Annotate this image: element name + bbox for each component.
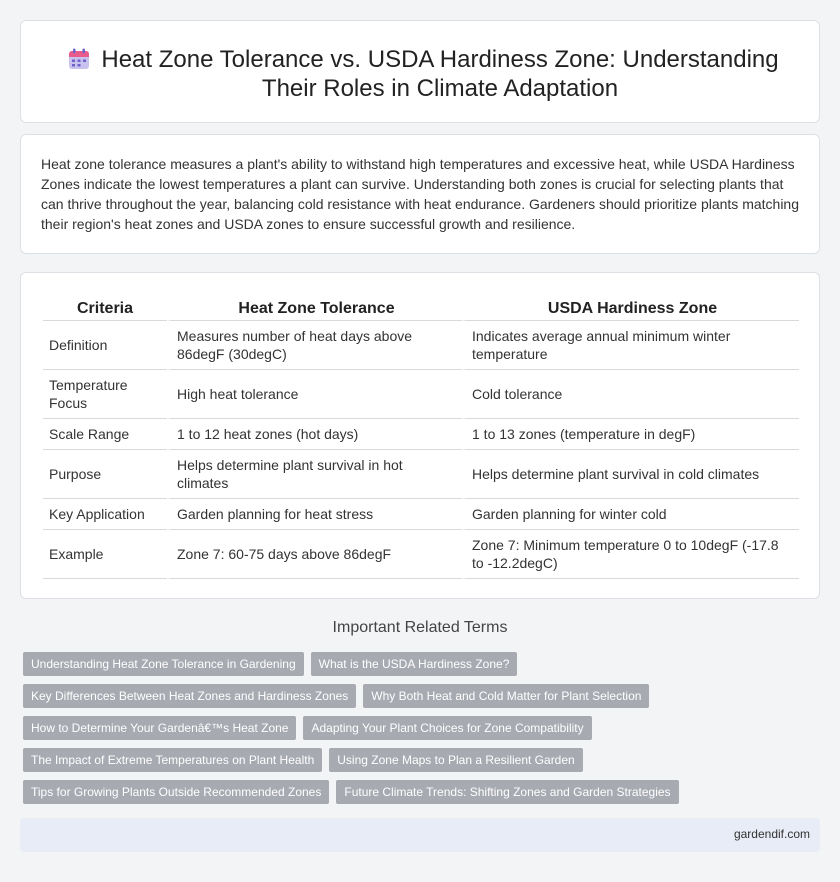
related-terms-row (23, 716, 592, 740)
criteria-cell: Temperature Focus (43, 370, 167, 419)
page-title: Heat Zone Tolerance vs. USDA Hardiness Zone: Understanding Their Roles in Climate Adaptation (101, 46, 779, 102)
intro-card (20, 134, 820, 254)
heat-zone-cell: Measures number of heat days above 86degF (30degC) (167, 321, 462, 370)
table-row (43, 499, 799, 530)
heat-zone-cell: High heat tolerance (167, 370, 462, 419)
related-term-tag[interactable]: Future Climate Trends: Shifting Zones and Garden Strategies (336, 780, 678, 804)
table-row (43, 370, 799, 419)
usda-zone-cell: Helps determine plant survival in cold climates (462, 450, 799, 499)
heat-zone-cell: 1 to 12 heat zones (hot days) (167, 419, 462, 450)
usda-zone-cell: Garden planning for winter cold (462, 499, 799, 530)
table-row (43, 321, 799, 370)
related-term-tag[interactable]: What is the USDA Hardiness Zone? (311, 652, 518, 676)
comparison-table (43, 293, 799, 579)
related-term-tag[interactable]: Using Zone Maps to Plan a Resilient Garden (329, 748, 582, 772)
related-terms-row (23, 780, 679, 804)
criteria-cell: Purpose (43, 450, 167, 499)
column-header-criteria: Criteria (43, 293, 167, 321)
page-title-wrap (21, 45, 819, 103)
usda-zone-cell: Zone 7: Minimum temperature 0 to 10degF (-17.8 to -12.2degC) (462, 530, 799, 579)
heat-zone-cell: Garden planning for heat stress (167, 499, 462, 530)
table-row (43, 530, 799, 579)
comparison-table-card (20, 272, 820, 599)
related-term-tag[interactable]: Why Both Heat and Cold Matter for Plant Selection (363, 684, 649, 708)
footer-bar (20, 818, 820, 852)
heat-zone-cell: Helps determine plant survival in hot climates (167, 450, 462, 499)
related-terms-heading: Important Related Terms (332, 619, 508, 636)
usda-zone-cell: Indicates average annual minimum winter temperature (462, 321, 799, 370)
criteria-cell: Key Application (43, 499, 167, 530)
column-header-heat-zone: Heat Zone Tolerance (167, 293, 462, 321)
related-term-tag[interactable]: Adapting Your Plant Choices for Zone Compatibility (303, 716, 591, 740)
related-terms-row (23, 748, 583, 772)
usda-zone-cell: 1 to 13 zones (temperature in degF) (462, 419, 799, 450)
related-term-tag[interactable]: Key Differences Between Heat Zones and Hardiness Zones (23, 684, 356, 708)
related-terms-row (23, 684, 649, 708)
table-header-row (43, 293, 799, 321)
heat-zone-cell: Zone 7: 60-75 days above 86degF (167, 530, 462, 579)
related-term-tag[interactable]: Tips for Growing Plants Outside Recommended Zones (23, 780, 329, 804)
related-term-tag[interactable]: How to Determine Your Gardenâ€™s Heat Zone (23, 716, 296, 740)
related-terms-row (23, 652, 517, 676)
usda-zone-cell: Cold tolerance (462, 370, 799, 419)
intro-paragraph: Heat zone tolerance measures a plant's ability to withstand high temperatures and excessive heat, while USDA Hardiness Zones indicate the lowest temperatures a plant can survive. Understanding both zones is crucial for selecting plants that can thrive throughout the year, balancing cold resistance with heat endurance. Gardeners should prioritize plants matching their region's heat zones and USDA zones to ensure successful growth and resilience. (41, 156, 800, 232)
column-header-usda-zone: USDA Hardiness Zone (462, 293, 799, 321)
title-card (20, 20, 820, 123)
site-name: gardendif.com (733, 827, 810, 841)
table-row (43, 450, 799, 499)
criteria-cell: Example (43, 530, 167, 579)
table-row (43, 419, 799, 450)
related-term-tag[interactable]: The Impact of Extreme Temperatures on Plant Health (23, 748, 322, 772)
criteria-cell: Scale Range (43, 419, 167, 450)
related-term-tag[interactable]: Understanding Heat Zone Tolerance in Gardening (23, 652, 304, 676)
criteria-cell: Definition (43, 321, 167, 370)
